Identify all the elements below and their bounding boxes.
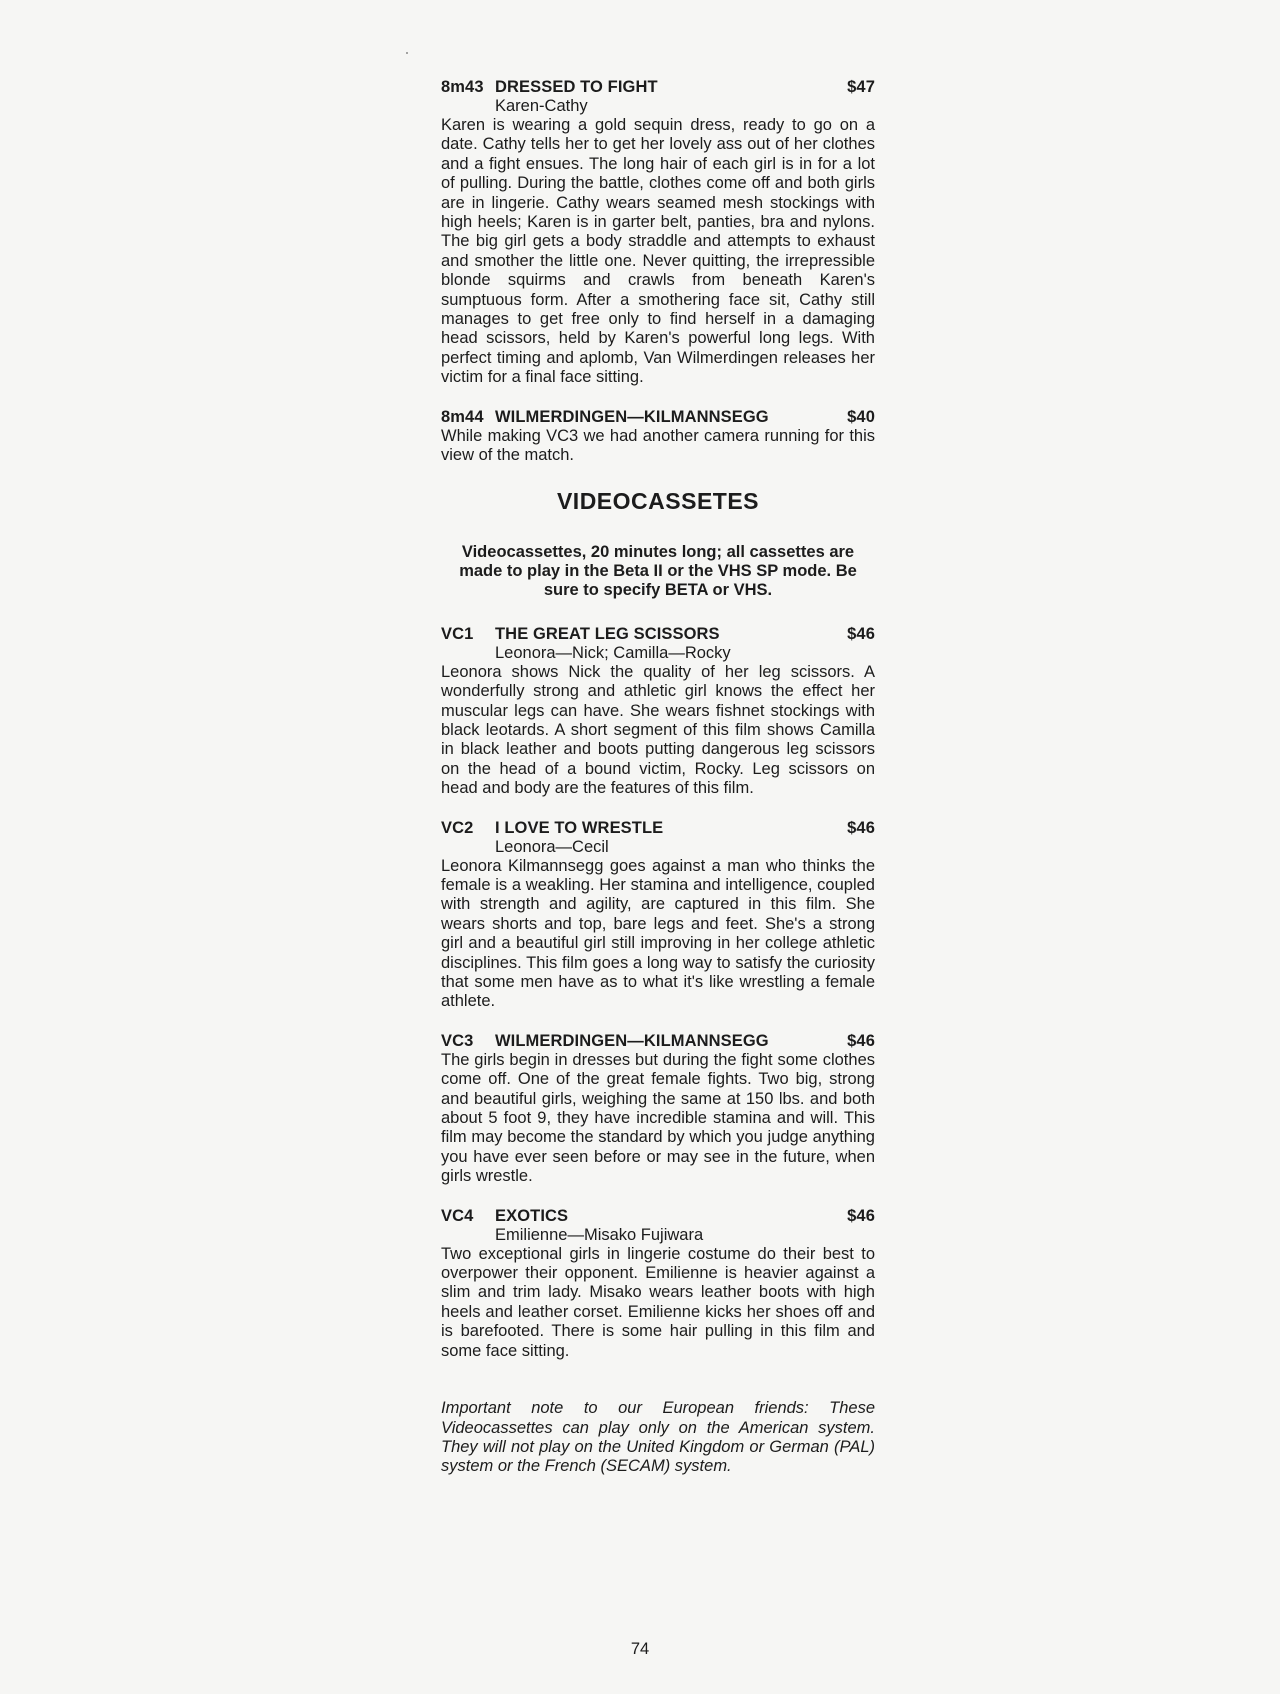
entry-performers: Leonora—Cecil bbox=[495, 837, 609, 856]
page-number: 74 bbox=[630, 1640, 650, 1658]
catalog-entry-8m43 bbox=[441, 78, 875, 388]
entry-title: I LOVE TO WRESTLE bbox=[495, 818, 664, 837]
entry-description: While making VC3 we had another camera running for this view of the match. bbox=[441, 426, 875, 465]
entry-header bbox=[441, 1207, 875, 1226]
entry-code: VC3 bbox=[441, 1031, 474, 1050]
entry-price: $46 bbox=[847, 818, 875, 837]
entry-price: $47 bbox=[847, 78, 875, 96]
entry-code: VC1 bbox=[441, 624, 474, 643]
entry-title: THE GREAT LEG SCISSORS bbox=[495, 624, 720, 643]
entry-description: Leonora shows Nick the quality of her leg scissors. A wonderfully strong and athletic girl knows the effect her muscular legs can have. She wears fishnet stockings with black leotards. A short segment of this film shows Camilla in black leather and boots putting dangerous leg scissors on the head of a bound victim, Rocky. Leg scissors on head and body are the features of this film. bbox=[441, 662, 875, 798]
entry-header bbox=[441, 625, 875, 644]
entry-title: EXOTICS bbox=[495, 1206, 569, 1225]
entry-price: $46 bbox=[847, 1206, 875, 1225]
catalog-column bbox=[441, 78, 875, 1493]
entry-title: DRESSED TO FIGHT bbox=[495, 78, 658, 96]
entry-description: Leonora Kilmannsegg goes against a man who thinks the female is a weakling. Her stamina and intelligence, coupled with strength and agility, are captured in this film. She wears shorts and top, bare legs and feet. She's a strong girl and a beautiful girl still improving in her college athletic disciplines. This film goes a long way to satisfy the curiosity that some men have as to what it's like wrestling a female athlete. bbox=[441, 856, 875, 1011]
entry-code: 8m44 bbox=[441, 407, 484, 426]
catalog-entry-vc4 bbox=[441, 1207, 875, 1361]
catalog-entry-vc3 bbox=[441, 1032, 875, 1187]
entry-price: $46 bbox=[847, 624, 875, 643]
entry-performers: Karen-Cathy bbox=[495, 97, 588, 115]
section-intro: Videocassettes, 20 minutes long; all cassettes are made to play in the Beta II or the VHS SP mode. Be sure to specify BETA or VHS. bbox=[459, 542, 857, 600]
entry-header bbox=[441, 78, 875, 97]
entry-header bbox=[441, 1032, 875, 1051]
entry-code: 8m43 bbox=[441, 78, 484, 96]
european-note: Important note to our European friends: These Videocassettes can play only on the American system. They will not play on the United Kingdom or German (PAL) system or the French (SECAM) system. bbox=[441, 1399, 875, 1476]
entry-price: $46 bbox=[847, 1031, 875, 1050]
entry-description: The girls begin in dresses but during the fight some clothes come off. One of the great female fights. Two big, strong and beautiful girls, weighing the same at 150 lbs. and both about 5 foot 9, they have incredible stamina and will. This film may become the standard by which you judge anything you have ever seen before or may see in the future, when girls wrestle. bbox=[441, 1050, 875, 1186]
section-title: VIDEOCASSETES bbox=[556, 487, 760, 514]
entry-performers: Emilienne—Misako Fujiwara bbox=[495, 1225, 704, 1244]
scan-speck bbox=[406, 52, 408, 54]
entry-description: Karen is wearing a gold sequin dress, ready to go on a date. Cathy tells her to get her lovely ass out of her clothes and a fight ensues. The long hair of each girl is in for a lot of pulling. During the battle, clothes come off and both girls are in lingerie. Cathy wears seamed mesh stockings with high heels; Karen is in garter belt, panties, bra and nylons. The big girl gets a body straddle and attempts to exhaust and smother the little one. Never quitting, the irrepressible blonde squirms and crawls from beneath Karen's sumptuous form. After a smothering face sit, Cathy still manages to get free only to find herself in a damaging head scissors, held by Karen's powerful long legs. With perfect timing and aplomb, Van Wilmerdingen releases her victim for a final face sitting. bbox=[441, 116, 875, 387]
entry-title: WILMERDINGEN—KILMANNSEGG bbox=[495, 1031, 769, 1050]
catalog-entry-8m44 bbox=[441, 408, 875, 466]
entry-title: WILMERDINGEN—KILMANNSEGG bbox=[495, 407, 769, 426]
entry-code: VC2 bbox=[441, 818, 474, 837]
entry-code: VC4 bbox=[441, 1206, 474, 1225]
entry-description: Two exceptional girls in lingerie costume do their best to overpower their opponent. Emilienne is heavier against a slim and trim lady. Misako wears leather boots with high heels and leather corset. Emilienne kicks her shoes off and is barefooted. There is some hair pulling in this film and some face sitting. bbox=[441, 1244, 875, 1360]
catalog-entry-vc1 bbox=[441, 625, 875, 799]
entry-header bbox=[441, 408, 875, 427]
entry-performers: Leonora—Nick; Camilla—Rocky bbox=[495, 643, 731, 662]
catalog-entry-vc2 bbox=[441, 819, 875, 1012]
entry-price: $40 bbox=[847, 407, 875, 426]
entry-header bbox=[441, 819, 875, 838]
